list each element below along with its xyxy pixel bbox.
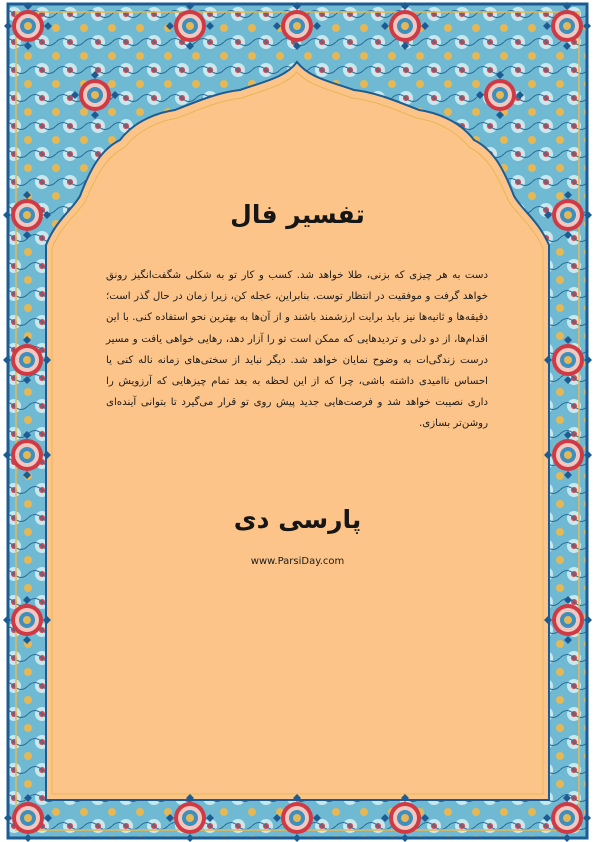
brand-name: پارسی دی bbox=[233, 505, 362, 534]
fortune-text: دست به هر چیزی که بزنی، طلا خواهد شد. کسب و کار تو به شکلی شگفت‌انگیز رونق خواهد گرفت و موفقیت در انتظار توست. بنابراین، عجله کن، زیرا زمان در حال گذر است؛ دقیقه‌ها و ثانیه‌ها نیز باید برایت ارزشمند باشند و از آن‌ها به بهترین نحو استفاده کنی. با این اقدام‌ها، از دو دلی و تردیدهایی که ممکن است تو را آزار دهد، رهایی خواهی یافت و مسیر درست زندگی‌ات به وضوح نمایان خواهد شد. دیگر نباید از سختی‌های زمانه ناله کنی یا احساس ناامیدی داشته باشی، چرا که از این لحظه به بعد تمام چیزهایی که آرزویش را داری نصیبت خواهد شد و فرصت‌هایی جدید پیش روی تو قرار می‌گیرد تا بتوانی آینده‌ای روشن‌تر بسازی. bbox=[106, 270, 488, 430]
page-title: تفسیر فال bbox=[230, 200, 365, 229]
website-url: www.ParsiDay.com bbox=[250, 556, 345, 567]
